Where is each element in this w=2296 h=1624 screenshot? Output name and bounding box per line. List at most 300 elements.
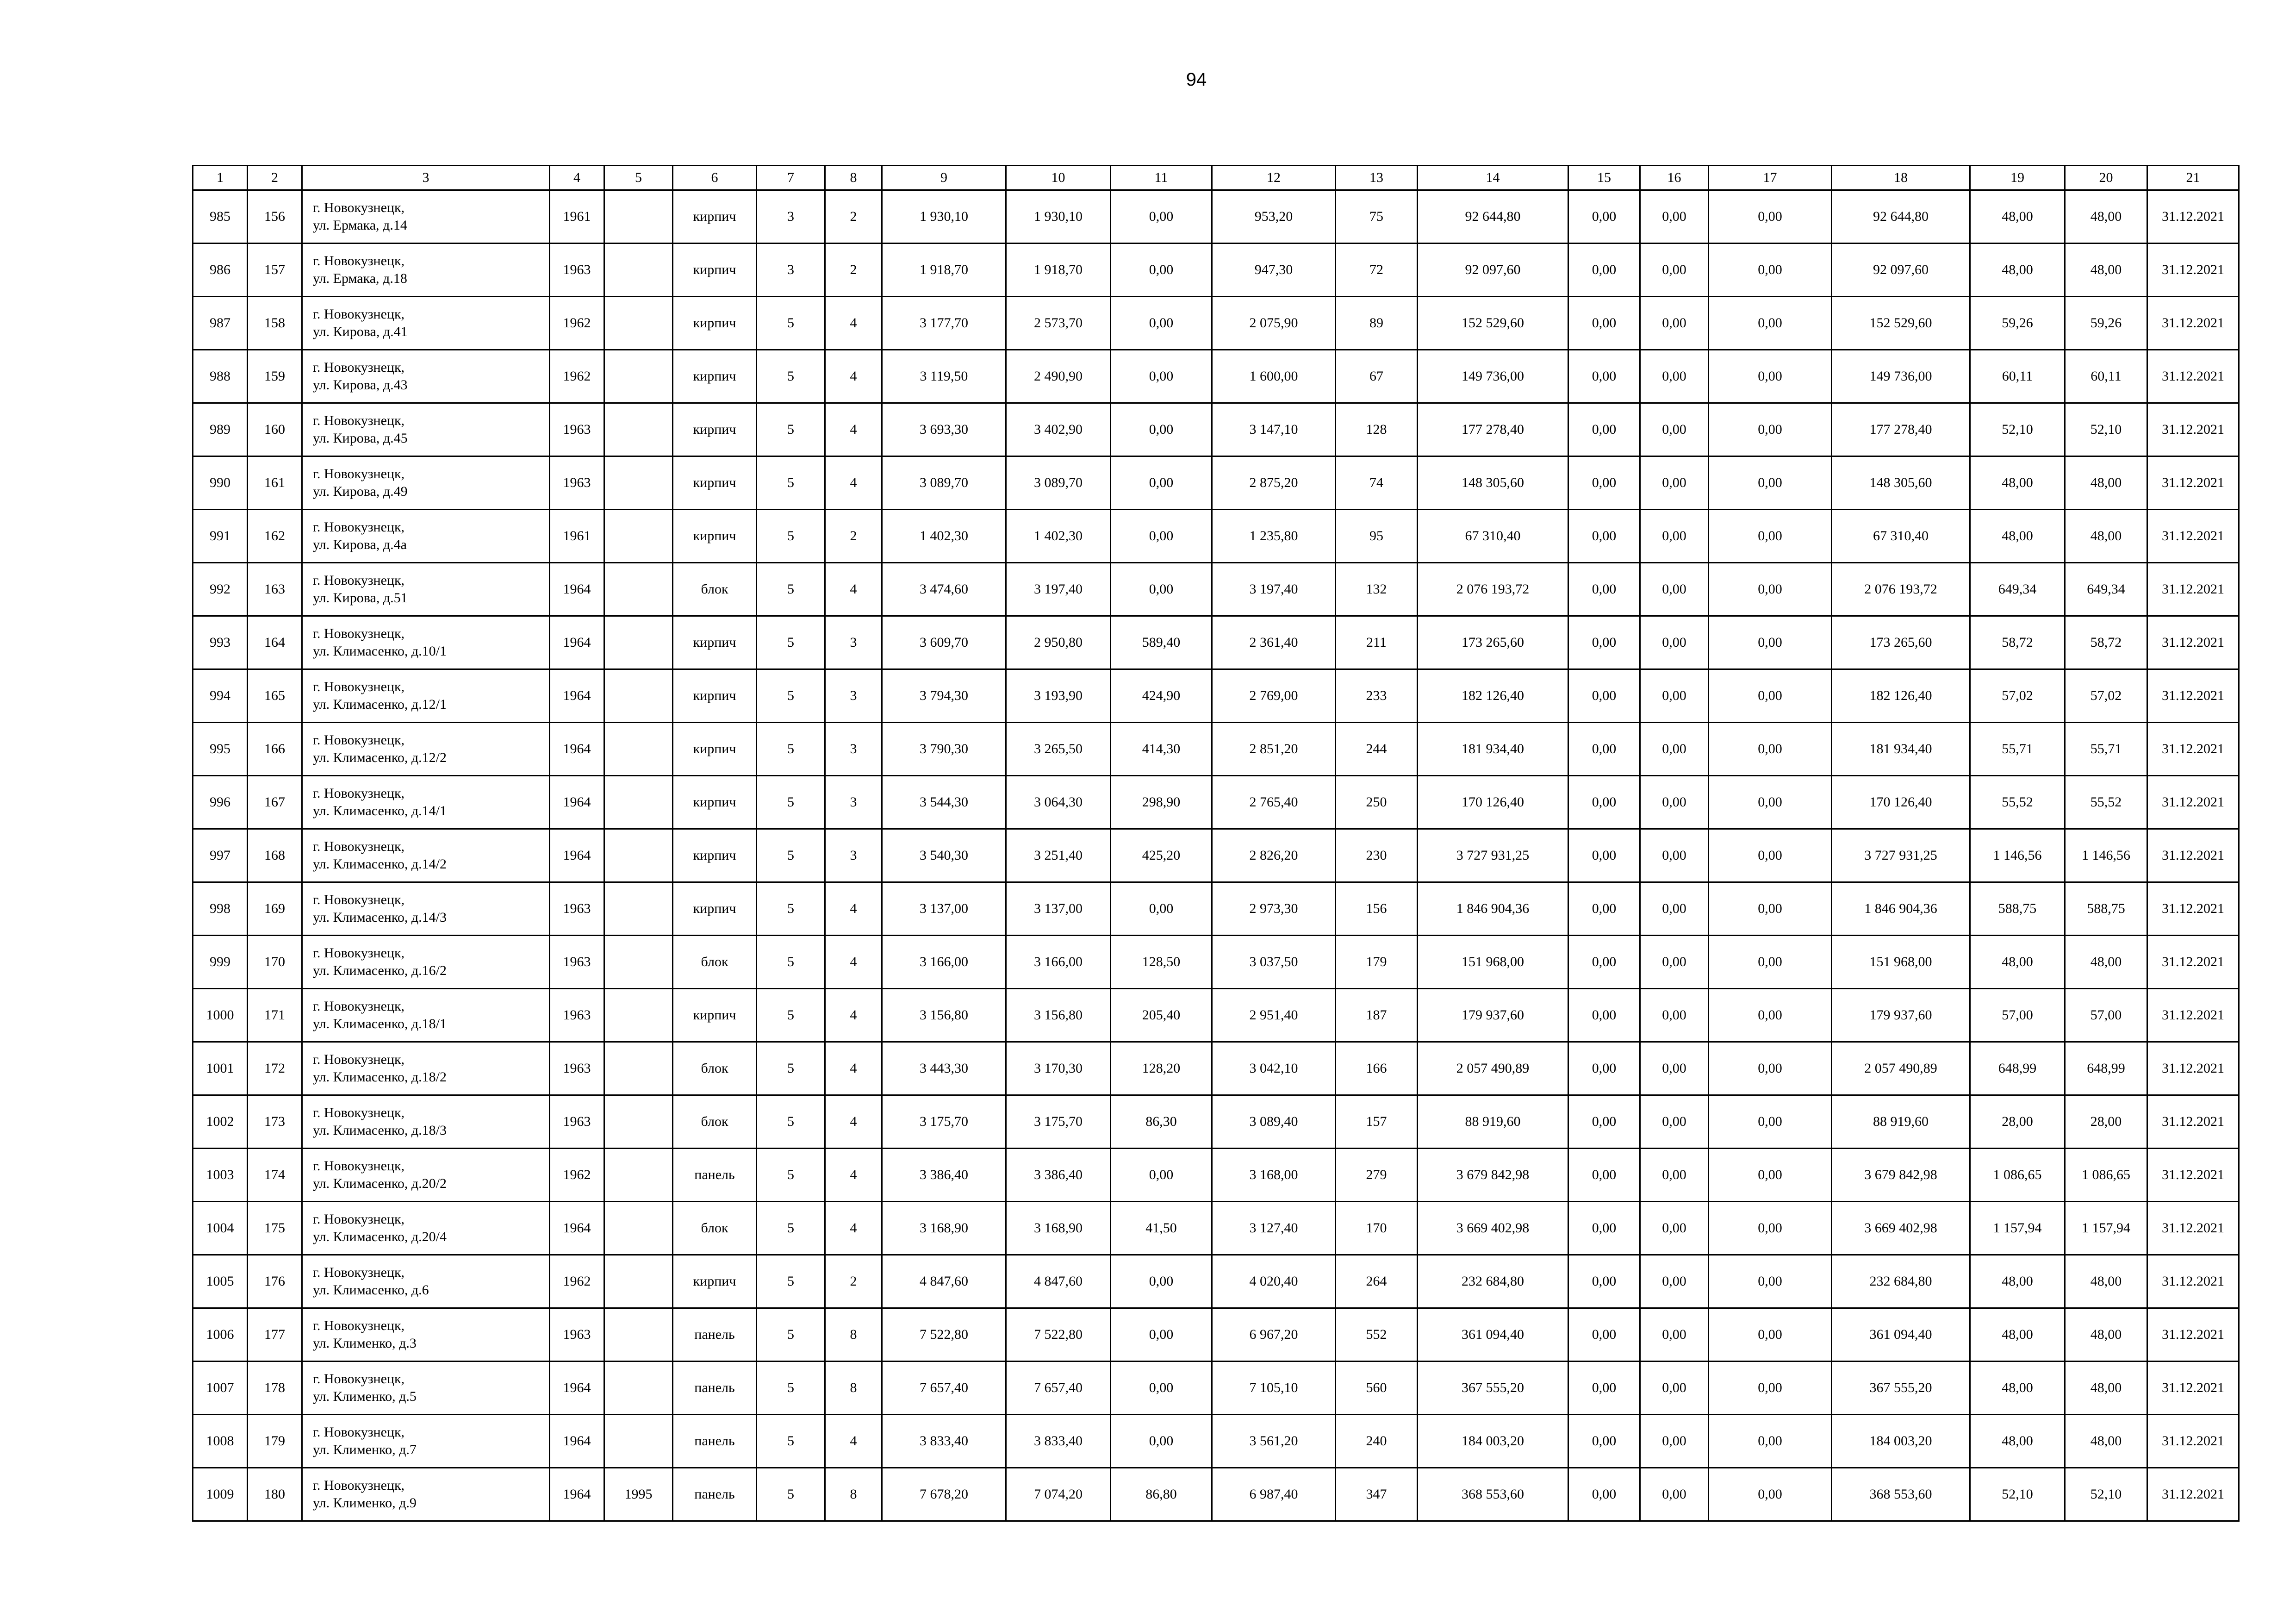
table-cell-col-9: 3 540,30 [882,829,1006,882]
table-cell-col-18: 173 265,60 [1832,616,1970,669]
table-cell-col-13: 264 [1336,1255,1418,1308]
table-cell-col-15: 0,00 [1568,1308,1640,1362]
table-cell-col-2: 169 [248,882,302,936]
table-cell-col-8: 3 [825,776,882,829]
table-cell-col-16: 0,00 [1640,1468,1709,1521]
address-city: г. Новокузнецк, [313,1212,405,1227]
address-cell [302,297,550,350]
table-cell-col-7: 5 [757,669,825,723]
table-cell-col-7: 3 [757,244,825,297]
table-cell-col-11: 298,90 [1111,776,1212,829]
table-cell-col-16: 0,00 [1640,350,1709,403]
table-cell-col-17: 0,00 [1709,882,1832,936]
table-cell-col-14: 368 553,60 [1418,1468,1568,1521]
table-cell-col-4: 1964 [550,669,604,723]
table-cell-col-15: 0,00 [1568,1095,1640,1149]
table-cell-col-9: 3 833,40 [882,1415,1006,1468]
table-cell-col-16: 0,00 [1640,190,1709,244]
table-cell-col-16: 0,00 [1640,1362,1709,1415]
table-cell-col-17: 0,00 [1709,829,1832,882]
table-cell-col-10: 7 522,80 [1006,1308,1111,1362]
address-cell [302,1468,550,1521]
table-cell-col-16: 0,00 [1640,1308,1709,1362]
table-cell-col-9: 7 522,80 [882,1308,1006,1362]
table-cell-col-2: 166 [248,723,302,776]
address-cell [302,669,550,723]
table-cell-col-16: 0,00 [1640,882,1709,936]
table-cell-col-18: 1 846 904,36 [1832,882,1970,936]
table-cell-col-8: 4 [825,1149,882,1202]
column-header-12: 12 [1212,166,1336,190]
table-cell-col-1: 990 [193,456,248,510]
table-cell-col-5 [604,297,673,350]
table-cell-col-21: 31.12.2021 [2147,669,2239,723]
table-cell-col-15: 0,00 [1568,297,1640,350]
table-cell-col-6: блок [673,1095,757,1149]
table-cell-col-11: 424,90 [1111,669,1212,723]
table-cell-col-21: 31.12.2021 [2147,563,2239,616]
table-cell-col-13: 128 [1336,403,1418,456]
table-cell-col-11: 205,40 [1111,989,1212,1042]
address-city: г. Новокузнецк, [313,839,405,854]
table-cell-col-19: 649,34 [1970,563,2065,616]
table-cell-col-21: 31.12.2021 [2147,882,2239,936]
table-cell-col-19: 59,26 [1970,297,2065,350]
table-cell-col-6: кирпич [673,510,757,563]
table-cell-col-11: 414,30 [1111,723,1212,776]
table-cell-col-7: 5 [757,350,825,403]
table-cell-col-15: 0,00 [1568,882,1640,936]
table-cell-col-8: 4 [825,989,882,1042]
table-cell-col-19: 48,00 [1970,244,2065,297]
table-cell-col-19: 1 146,56 [1970,829,2065,882]
address-street: ул. Кирова, д.45 [313,431,408,446]
table-cell-col-13: 67 [1336,350,1418,403]
address-street: ул. Клименко, д.5 [313,1389,417,1404]
table-cell-col-19: 28,00 [1970,1095,2065,1149]
table-cell-col-6: кирпич [673,989,757,1042]
table-cell-col-4: 1964 [550,563,604,616]
table-cell-col-8: 4 [825,936,882,989]
table-cell-col-6: кирпич [673,776,757,829]
table-cell-col-21: 31.12.2021 [2147,456,2239,510]
table-cell-col-19: 58,72 [1970,616,2065,669]
table-cell-col-15: 0,00 [1568,563,1640,616]
table-cell-col-15: 0,00 [1568,1362,1640,1415]
table-cell-col-4: 1961 [550,190,604,244]
table-cell-col-2: 165 [248,669,302,723]
table-cell-col-9: 3 089,70 [882,456,1006,510]
table-cell-col-19: 55,71 [1970,723,2065,776]
table-cell-col-5 [604,776,673,829]
table-cell-col-5 [604,403,673,456]
table-row [193,563,2239,616]
table-cell-col-2: 176 [248,1255,302,1308]
table-cell-col-21: 31.12.2021 [2147,1202,2239,1255]
table-cell-col-16: 0,00 [1640,1255,1709,1308]
table-cell-col-8: 8 [825,1362,882,1415]
address-street: ул. Климасенко, д.6 [313,1282,429,1298]
address-city: г. Новокузнецк, [313,1265,405,1280]
table-cell-col-6: кирпич [673,723,757,776]
table-cell-col-5 [604,1042,673,1095]
table-cell-col-18: 92 644,80 [1832,190,1970,244]
table-cell-col-15: 0,00 [1568,1415,1640,1468]
table-cell-col-7: 5 [757,297,825,350]
table-cell-col-2: 177 [248,1308,302,1362]
table-cell-col-6: блок [673,1042,757,1095]
address-cell [302,829,550,882]
table-cell-col-20: 48,00 [2065,1362,2147,1415]
table-cell-col-14: 182 126,40 [1418,669,1568,723]
table-cell-col-1: 993 [193,616,248,669]
table-cell-col-2: 174 [248,1149,302,1202]
table-cell-col-20: 48,00 [2065,190,2147,244]
table-cell-col-8: 8 [825,1308,882,1362]
table-cell-col-15: 0,00 [1568,936,1640,989]
table-cell-col-4: 1963 [550,456,604,510]
table-cell-col-20: 648,99 [2065,1042,2147,1095]
table-cell-col-4: 1962 [550,1255,604,1308]
table-cell-col-15: 0,00 [1568,829,1640,882]
table-cell-col-20: 1 086,65 [2065,1149,2147,1202]
table-cell-col-18: 182 126,40 [1832,669,1970,723]
table-cell-col-15: 0,00 [1568,456,1640,510]
table-cell-col-18: 152 529,60 [1832,297,1970,350]
table-cell-col-4: 1964 [550,1362,604,1415]
table-cell-col-5 [604,1308,673,1362]
table-row [193,1415,2239,1468]
table-cell-col-4: 1963 [550,989,604,1042]
table-cell-col-11: 86,80 [1111,1468,1212,1521]
table-cell-col-12: 947,30 [1212,244,1336,297]
address-cell [302,776,550,829]
table-cell-col-10: 4 847,60 [1006,1255,1111,1308]
table-cell-col-21: 31.12.2021 [2147,1468,2239,1521]
table-cell-col-9: 1 918,70 [882,244,1006,297]
table-cell-col-1: 998 [193,882,248,936]
table-cell-col-6: панель [673,1308,757,1362]
address-street: ул. Климасенко, д.12/1 [313,697,447,712]
table-row [193,1362,2239,1415]
address-street: ул. Климасенко, д.14/1 [313,803,447,818]
table-cell-col-6: кирпич [673,244,757,297]
table-cell-col-6: панель [673,1149,757,1202]
table-cell-col-4: 1964 [550,723,604,776]
table-cell-col-7: 5 [757,1308,825,1362]
table-cell-col-14: 152 529,60 [1418,297,1568,350]
table-cell-col-9: 3 790,30 [882,723,1006,776]
table-cell-col-16: 0,00 [1640,723,1709,776]
address-cell [302,882,550,936]
table-cell-col-20: 48,00 [2065,1415,2147,1468]
table-cell-col-2: 172 [248,1042,302,1095]
table-cell-col-6: кирпич [673,297,757,350]
table-cell-col-20: 28,00 [2065,1095,2147,1149]
table-cell-col-10: 7 657,40 [1006,1362,1111,1415]
table-cell-col-15: 0,00 [1568,989,1640,1042]
table-cell-col-1: 988 [193,350,248,403]
table-cell-col-10: 3 251,40 [1006,829,1111,882]
table-cell-col-21: 31.12.2021 [2147,1042,2239,1095]
table-cell-col-5 [604,190,673,244]
table-cell-col-1: 999 [193,936,248,989]
table-cell-col-6: блок [673,1202,757,1255]
table-cell-col-12: 3 197,40 [1212,563,1336,616]
table-cell-col-20: 52,10 [2065,1468,2147,1521]
table-cell-col-8: 3 [825,616,882,669]
table-cell-col-15: 0,00 [1568,190,1640,244]
table-cell-col-1: 1005 [193,1255,248,1308]
address-cell [302,190,550,244]
table-cell-col-15: 0,00 [1568,1255,1640,1308]
table-cell-col-14: 92 097,60 [1418,244,1568,297]
table-cell-col-10: 2 490,90 [1006,350,1111,403]
table-cell-col-4: 1962 [550,1149,604,1202]
table-cell-col-11: 128,20 [1111,1042,1212,1095]
table-cell-col-21: 31.12.2021 [2147,297,2239,350]
table-cell-col-20: 48,00 [2065,510,2147,563]
table-cell-col-13: 279 [1336,1149,1418,1202]
table-cell-col-9: 3 474,60 [882,563,1006,616]
table-cell-col-15: 0,00 [1568,776,1640,829]
table-cell-col-11: 0,00 [1111,403,1212,456]
table-cell-col-7: 5 [757,1415,825,1468]
table-cell-col-11: 0,00 [1111,1255,1212,1308]
table-cell-col-18: 179 937,60 [1832,989,1970,1042]
table-cell-col-15: 0,00 [1568,669,1640,723]
table-cell-col-17: 0,00 [1709,190,1832,244]
table-cell-col-4: 1962 [550,350,604,403]
table-cell-col-13: 244 [1336,723,1418,776]
table-cell-col-20: 48,00 [2065,1255,2147,1308]
table-cell-col-12: 3 089,40 [1212,1095,1336,1149]
address-street: ул. Кирова, д.49 [313,484,408,499]
table-cell-col-7: 5 [757,989,825,1042]
table-cell-col-16: 0,00 [1640,1042,1709,1095]
table-cell-col-1: 994 [193,669,248,723]
table-cell-col-8: 2 [825,510,882,563]
address-street: ул. Ермака, д.18 [313,271,407,286]
address-city: г. Новокузнецк, [313,413,405,428]
table-cell-col-16: 0,00 [1640,1202,1709,1255]
table-cell-col-7: 5 [757,936,825,989]
table-cell-col-19: 60,11 [1970,350,2065,403]
table-cell-col-18: 88 919,60 [1832,1095,1970,1149]
table-cell-col-11: 0,00 [1111,297,1212,350]
table-cell-col-5 [604,1202,673,1255]
column-header-13: 13 [1336,166,1418,190]
table-cell-col-1: 1008 [193,1415,248,1468]
table-cell-col-8: 4 [825,1415,882,1468]
table-cell-col-6: блок [673,563,757,616]
table-cell-col-10: 1 930,10 [1006,190,1111,244]
column-header-15: 15 [1568,166,1640,190]
table-cell-col-18: 361 094,40 [1832,1308,1970,1362]
address-city: г. Новокузнецк, [313,999,405,1014]
table-cell-col-18: 149 736,00 [1832,350,1970,403]
table-cell-col-17: 0,00 [1709,403,1832,456]
table-row [193,456,2239,510]
table-cell-col-16: 0,00 [1640,403,1709,456]
table-cell-col-4: 1963 [550,882,604,936]
table-cell-col-5 [604,1415,673,1468]
table-cell-col-7: 5 [757,1255,825,1308]
table-cell-col-11: 86,30 [1111,1095,1212,1149]
table-cell-col-9: 1 930,10 [882,190,1006,244]
address-cell [302,350,550,403]
table-cell-col-5 [604,936,673,989]
table-cell-col-19: 48,00 [1970,1415,2065,1468]
table-cell-col-10: 3 166,00 [1006,936,1111,989]
column-header-6: 6 [673,166,757,190]
table-cell-col-1: 1001 [193,1042,248,1095]
table-cell-col-18: 148 305,60 [1832,456,1970,510]
table-cell-col-17: 0,00 [1709,723,1832,776]
address-cell [302,1042,550,1095]
table-row [193,1255,2239,1308]
table-cell-col-10: 3 156,80 [1006,989,1111,1042]
table-cell-col-14: 367 555,20 [1418,1362,1568,1415]
table-cell-col-12: 1 235,80 [1212,510,1336,563]
table-cell-col-12: 1 600,00 [1212,350,1336,403]
address-cell [302,1255,550,1308]
column-header-10: 10 [1006,166,1111,190]
table-cell-col-11: 128,50 [1111,936,1212,989]
address-cell [302,563,550,616]
table-cell-col-2: 159 [248,350,302,403]
table-cell-col-16: 0,00 [1640,776,1709,829]
housing-registry-table [192,165,2240,1522]
address-city: г. Новокузнецк, [313,200,405,215]
table-cell-col-17: 0,00 [1709,1415,1832,1468]
table-cell-col-21: 31.12.2021 [2147,989,2239,1042]
address-city: г. Новокузнецк, [313,1478,405,1493]
address-cell [302,1415,550,1468]
table-cell-col-19: 648,99 [1970,1042,2065,1095]
table-cell-col-10: 1 402,30 [1006,510,1111,563]
table-cell-col-16: 0,00 [1640,1415,1709,1468]
column-header-7: 7 [757,166,825,190]
table-cell-col-13: 166 [1336,1042,1418,1095]
table-cell-col-19: 1 086,65 [1970,1149,2065,1202]
table-cell-col-20: 48,00 [2065,936,2147,989]
table-row [193,244,2239,297]
table-cell-col-13: 179 [1336,936,1418,989]
table-cell-col-4: 1964 [550,1415,604,1468]
table-cell-col-8: 3 [825,723,882,776]
table-cell-col-8: 3 [825,669,882,723]
column-header-11: 11 [1111,166,1212,190]
table-cell-col-12: 2 973,30 [1212,882,1336,936]
table-cell-col-4: 1962 [550,297,604,350]
table-cell-col-20: 1 157,94 [2065,1202,2147,1255]
address-street: ул. Кирова, д.51 [313,590,408,606]
table-cell-col-8: 4 [825,297,882,350]
table-cell-col-9: 3 386,40 [882,1149,1006,1202]
table-cell-col-12: 2 769,00 [1212,669,1336,723]
table-cell-col-2: 156 [248,190,302,244]
table-cell-col-20: 1 146,56 [2065,829,2147,882]
table-cell-col-16: 0,00 [1640,936,1709,989]
table-cell-col-11: 0,00 [1111,882,1212,936]
column-header-1: 1 [193,166,248,190]
table-cell-col-8: 8 [825,1468,882,1521]
address-street: ул. Климасенко, д.20/2 [313,1176,447,1191]
table-cell-col-17: 0,00 [1709,1202,1832,1255]
table-cell-col-4: 1963 [550,244,604,297]
table-cell-col-12: 3 127,40 [1212,1202,1336,1255]
table-cell-col-9: 7 657,40 [882,1362,1006,1415]
table-cell-col-13: 230 [1336,829,1418,882]
table-row [193,350,2239,403]
table-cell-col-1: 996 [193,776,248,829]
table-cell-col-1: 1009 [193,1468,248,1521]
table-cell-col-8: 2 [825,244,882,297]
table-cell-col-16: 0,00 [1640,1095,1709,1149]
table-cell-col-8: 4 [825,350,882,403]
address-street: ул. Ермака, д.14 [313,218,407,233]
table-cell-col-21: 31.12.2021 [2147,616,2239,669]
table-cell-col-19: 48,00 [1970,510,2065,563]
table-cell-col-11: 0,00 [1111,350,1212,403]
table-cell-col-14: 173 265,60 [1418,616,1568,669]
column-header-4: 4 [550,166,604,190]
address-city: г. Новокузнецк, [313,253,405,269]
table-cell-col-20: 52,10 [2065,403,2147,456]
table-cell-col-15: 0,00 [1568,1468,1640,1521]
table-cell-col-15: 0,00 [1568,403,1640,456]
table-cell-col-20: 58,72 [2065,616,2147,669]
table-row [193,882,2239,936]
table-cell-col-16: 0,00 [1640,563,1709,616]
address-street: ул. Климасенко, д.18/3 [313,1123,447,1138]
table-cell-col-6: кирпич [673,190,757,244]
table-cell-col-12: 3 042,10 [1212,1042,1336,1095]
table-cell-col-12: 7 105,10 [1212,1362,1336,1415]
address-city: г. Новокузнецк, [313,1318,405,1333]
table-cell-col-13: 233 [1336,669,1418,723]
table-cell-col-9: 3 794,30 [882,669,1006,723]
table-cell-col-13: 89 [1336,297,1418,350]
table-cell-col-8: 4 [825,1042,882,1095]
table-cell-col-15: 0,00 [1568,1202,1640,1255]
table-cell-col-6: кирпич [673,350,757,403]
table-cell-col-20: 57,00 [2065,989,2147,1042]
table-cell-col-2: 170 [248,936,302,989]
table-cell-col-2: 173 [248,1095,302,1149]
table-cell-col-15: 0,00 [1568,244,1640,297]
table-cell-col-5 [604,1255,673,1308]
address-city: г. Новокузнецк, [313,306,405,322]
table-cell-col-18: 2 076 193,72 [1832,563,1970,616]
table-cell-col-10: 1 918,70 [1006,244,1111,297]
table-cell-col-21: 31.12.2021 [2147,1308,2239,1362]
address-city: г. Новокузнецк, [313,679,405,694]
table-cell-col-12: 2 951,40 [1212,989,1336,1042]
address-city: г. Новокузнецк, [313,1424,405,1440]
address-street: ул. Климасенко, д.18/1 [313,1016,447,1031]
table-cell-col-2: 178 [248,1362,302,1415]
table-cell-col-4: 1961 [550,510,604,563]
table-cell-col-11: 589,40 [1111,616,1212,669]
table-cell-col-9: 7 678,20 [882,1468,1006,1521]
table-cell-col-4: 1963 [550,1042,604,1095]
table-cell-col-4: 1963 [550,403,604,456]
address-city: г. Новокузнецк, [313,892,405,907]
table-cell-col-12: 2 826,20 [1212,829,1336,882]
table-cell-col-10: 3 386,40 [1006,1149,1111,1202]
